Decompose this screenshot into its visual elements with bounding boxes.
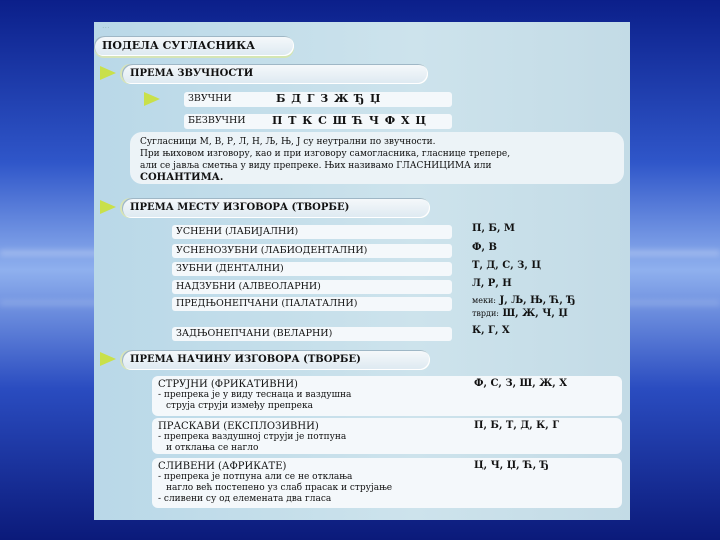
place-value-dental: Т, Д, С, З, Ц bbox=[472, 260, 542, 271]
section-sound-title: ПРЕМА ЗВУЧНОСТИ bbox=[122, 64, 428, 84]
voiced-row: ЗВУЧНИ bbox=[184, 92, 452, 107]
place-value-labiodental: Ф, В bbox=[472, 242, 497, 253]
manner-value-fricative: Ф, С, З, Ш, Ж, Х bbox=[474, 378, 568, 389]
place-value-labial: П, Б, М bbox=[472, 223, 515, 234]
arrow-icon bbox=[100, 200, 116, 214]
unvoiced-letters: П Т К С Ш Ћ Ч Ф Х Ц bbox=[272, 114, 427, 127]
manner-group-plosive: ПРАСКАВИ (ЕКСПЛОЗИВНИ) - препрека ваздушној струји је потпуна и отклања се нагло bbox=[152, 418, 622, 454]
place-row-velar: ЗАДЊОНЕПЧАНИ (ВЕЛАРНИ) bbox=[172, 327, 452, 341]
sonants-note: Сугласници М, В, Р, Л, Н, Љ, Њ, Ј су неутрални по звучности. При њиховом изговору, као и при изговору самогласника, гласнице трепере, али се јавља сметња у виду препреке. Њих називамо ГЛАСНИЦИМА или СОНАНТИМА. bbox=[130, 132, 624, 184]
voiced-letters: Б Д Г З Ж Ђ Џ bbox=[276, 92, 382, 105]
arrow-icon bbox=[144, 92, 160, 106]
place-row-labial: УСНЕНИ (ЛАБИЈАЛНИ) bbox=[172, 225, 452, 239]
manner-value-plosive: П, Б, Т, Д, К, Г bbox=[474, 420, 560, 431]
unvoiced-row: БЕЗВУЧНИ bbox=[184, 114, 452, 129]
section-manner-title: ПРЕМА НАЧИНУ ИЗГОВОРА (ТВОРБЕ) bbox=[122, 350, 430, 370]
place-row-labiodental: УСНЕНОЗУБНИ (ЛАБИОДЕНТАЛНИ) bbox=[172, 244, 452, 258]
textbook-page bbox=[94, 22, 630, 520]
place-value-palatal-hard: тврди: Ш, Ж, Ч, Џ bbox=[472, 308, 568, 319]
arrow-icon bbox=[100, 66, 116, 80]
place-value-alveolar: Л, Р, Н bbox=[472, 278, 512, 289]
section-place-title: ПРЕМА МЕСТУ ИЗГОВОРА (ТВОРБЕ) bbox=[122, 198, 430, 218]
main-title: ПОДЕЛА СУГЛАСНИКА bbox=[94, 36, 294, 56]
place-row-dental: ЗУБНИ (ДЕНТАЛНИ) bbox=[172, 262, 452, 276]
place-row-alveolar: НАДЗУБНИ (АЛВЕОЛАРНИ) bbox=[172, 280, 452, 294]
place-value-velar: К, Г, Х bbox=[472, 325, 510, 336]
arrow-icon bbox=[100, 352, 116, 366]
manner-group-affricate: СЛИВЕНИ (АФРИКАТЕ) - препрека је потпуна али се не отклања нагло већ постепено уз слаб прасак и струјање - сливени су од елемената два гласа bbox=[152, 458, 622, 508]
manner-group-fricative: СТРУЈНИ (ФРИКАТИВНИ) - препрека је у виду теснаца и ваздушна струја струји између препрека bbox=[152, 376, 622, 416]
manner-value-affricate: Ц, Ч, Џ, Ћ, Ђ bbox=[474, 460, 549, 471]
place-row-palatal: ПРЕДЊОНЕПЧАНИ (ПАЛАТАЛНИ) bbox=[172, 297, 452, 311]
place-value-palatal-soft: меки: Ј, Љ, Њ, Ћ, Ђ bbox=[472, 295, 576, 306]
ghost-header-text: ... bbox=[102, 22, 110, 30]
